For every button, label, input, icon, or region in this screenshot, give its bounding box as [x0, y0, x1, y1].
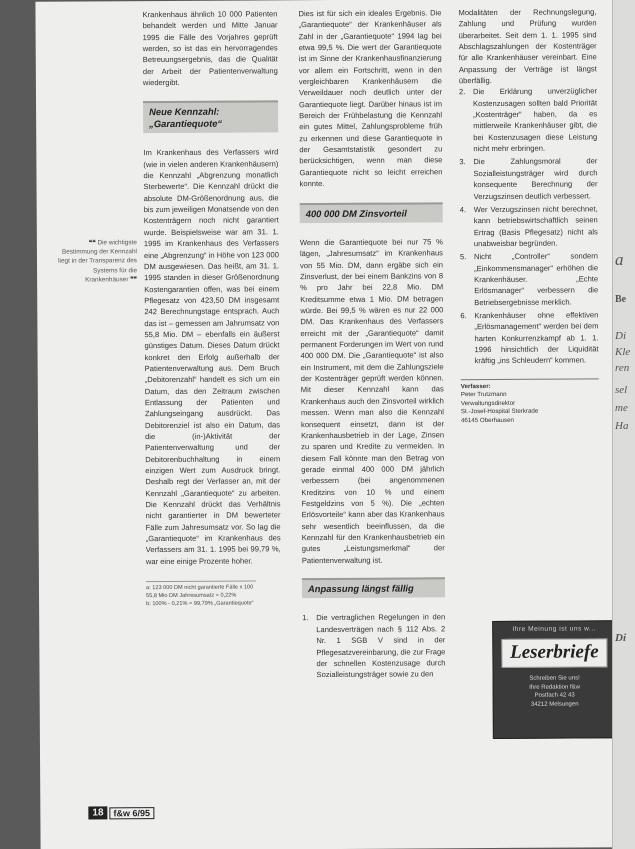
next-page-fragment: Di — [615, 632, 626, 644]
list-item-text: Nicht „Controller“ sondern „Einkommensmanager“ erhöhen die Krankenhäuser. „Echte Erlösmanager“ verbessern die Betriebsergebnisse merklich. — [473, 251, 599, 307]
next-page-fragment: Di — [615, 330, 626, 342]
list-item-text: Wer Verzugszinsen nicht berechnet, kann betriebswirtschaftlich seinen Ertrag (Basis Pflegesatz) nicht als unabweisbar begründen. — [473, 204, 598, 248]
next-page-fragment: ren — [615, 362, 630, 374]
column-2 — [298, 7, 445, 682]
leserbriefe-line-4: 34212 Melsungen — [530, 701, 579, 708]
col3-paragraph-1: Modalitäten der Rechnungslegung, Zahlung und Prüfung wurden überarbeitet. Seit dem 1. 1. 1995 sind Abschlagszahlungen der Kostenträger für alle Krankenhäuser vereinbart. Eine Anpassung der Verträge ist längst überfällig. — [458, 7, 597, 86]
list-item-text: Die vertraglichen Regelungen in den Landesverträgen nach § 112 Abs. 2 Nr. 1 SGB V sind in der Pflegesatzvereinbarung, die zur Frage der schnellen Kostenzusage durch Sozialleistungsträger sowie zu den — [316, 612, 446, 680]
footnote-3: b: 100% - 0,21% = 99,79% „Garantiequote“ — [146, 600, 254, 608]
next-page-fragment: Kle — [615, 346, 631, 358]
leserbriefe-line-1: Schreiben Sie uns! — [529, 675, 580, 682]
author-label: Verfasser: — [460, 382, 491, 390]
col2-paragraph-1: Dies ist für sich ein ideales Ergebnis. Die „Garantiequote“ der Krankenhäuser als Zahl in der „Garantiequote“ 1994 lag bei etwa 99,5 %. Die wert der Garantiequote ist im Sinne der Krankenhausfinanzierung vor allem ein Fortschritt, wenn in den vergleichbaren Krankenhäusern die Verweildauer noch deutlich unter der Garantiequote liegt. Darüber hinaus ist im Bereich der Frühbelastung die Kennzahl ein gutes Mittel, Zahlungsprobleme früh zu erkennen und diese Garantiequote in der Gesamtstatistik gesondert zu berücksichtigen, wenn man diese Garantiequote nicht so leicht erreichen konnte. — [298, 8, 443, 189]
next-page-fragment: me — [615, 402, 628, 414]
list-item: 2. Die Erklärung unverzüglicher Kostenzusagen sollten bald Priorität „Kostenträger“ haben, da es mittlerweile Krankenhäuser gibt, die bei Kostenzusagen diese Leistung nicht mehr erbringen. — [458, 86, 598, 154]
author-institution: St.-Josef-Hospital Sterkrade — [460, 408, 539, 416]
page-footer — [88, 806, 154, 819]
next-page-fragment: a — [615, 250, 624, 269]
pull-quote — [55, 238, 137, 285]
list-item: 5. Nicht „Controller“ sondern „Einkommensmanager“ erhöhen die Krankenhäuser. „Echte Erlösmanager“ verbessern die Betriebsergebnisse merklich. — [459, 251, 599, 307]
column-3 — [458, 6, 599, 425]
leserbriefe-strip: Ihre Meinung ist uns w... — [512, 625, 597, 633]
numbered-list-continued — [459, 86, 599, 367]
next-page-fragment: Be — [615, 294, 627, 305]
list-item: 4. Wer Verzugszinsen nicht berechnet, kann betriebswirtschaftlich seinen Ertrag (Basis Pflegesatz) nicht als unabweisbar begründen. — [459, 204, 598, 248]
next-page-fragment: sel — [615, 384, 628, 396]
page-number: 18 — [88, 806, 107, 819]
author-block — [461, 378, 599, 426]
magazine-page — [35, 0, 629, 849]
publication-logo: f&w 6/95 — [109, 807, 154, 819]
list-item-text: Die Erklärung unverzüglicher Kostenzusagen sollten bald Priorität „Kostenträger“ haben, da es mittlerweile Krankenhäuser gibt, die bei Kostenzusagen diese Leistung nicht mehr erbringen. — [472, 86, 598, 154]
leserbriefe-box — [492, 620, 617, 739]
leserbriefe-line-3: Postfach 42 43 — [534, 692, 575, 699]
list-item: 6. Krankenhäuser ohne effektiven „Erlösmanagement“ werden bei dem harten Konkurrenzkampf ab 1. 1. 1996 hinsichtlich der Liquidität kräftig „ins Schleudern“ kommen. — [460, 310, 599, 366]
col1-paragraph-1: Krankenhaus ähnlich 10 000 Patienten behandelt werden und Mitte Januar 1995 die Fälle des Vorjahres geprüft werden, so ist das ein hervorragendes Betreuungsergebnis, das die Qualität der Arbeit der Patientenverwaltung wiedergibt. — [142, 9, 278, 88]
subhead-garantiequote: Neue Kennzahl: „Garantiequote“ — [143, 101, 278, 134]
leserbriefe-title: Leserbriefe — [501, 638, 607, 668]
quote-open-mark: ❝❝ — [88, 239, 96, 247]
footnotes — [146, 581, 256, 609]
author-name: Peter Trutzmann — [460, 391, 507, 399]
footnote-1: a: 123 000 DM nicht garantierte Fälle x 100 — [145, 584, 254, 592]
list-item: 3. Die Zahlungsmoral der Sozialleistungsträger wird durch konsequente Berechnung der Verzugszinsen deutlich verbessert. — [459, 156, 598, 201]
quote-close-mark: ❞❞ — [130, 275, 138, 284]
list-item-text: Krankenhäuser ohne effektiven „Erlösmanagement“ werden bei dem harten Konkurrenzkampf ab 1. 1. 1996 hinsichtlich der Liquidität kräftig „ins Schleudern“ kommen. — [474, 310, 599, 366]
subhead-zinsvorteil: 400 000 DM Zinsvorteil — [300, 202, 443, 223]
col2-paragraph-2: Wenn die Garantiequote bei nur 75 % lägen, „Jahresumsatz“ im Krankenhaus von 55 Mio. DM, dann ergäbe sich ein Zinsverlust, der bei einem Bankzins von 8 % pro Jahr bei 22,8 Mio. DM Kreditsumme etwa 1 Mio. DM betragen würde. Bei 99,5 % wären es nur 22 000 DM. Das Krankenhaus des Verfassers erreicht mit der „Garantiequote“ damit permanent Forderungen im Wert von rund 400 000 DM. Die „Garantiequote“ ist also ein Instrument, mit dem die Zahlungsziele der Kostenträger geprüft werden können. Mit dieser Kennzahl kann das Krankenhaus auch den Zinsvorteil wirklich messen. Wenn man also die Kennzahl konsequent einsetzt, dann ist der Krankenhausbetrieb in der Lage, Zinsen zu sparen und Kredite zu vermeiden. In diesem Fall könnte man den Betrag von gerade einmal 400 000 DM jährlich verbessern (bei angenommenen Kreditzins von 10 % und einem Festgeldzins von 5 %). Die „echten Erlösvorteile“ kann aber das Krankenhaus sehr wesentlich beeinflussen, da die Kennzahl für den Krankenhausbetrieb ein gutes „Leistungsmerkmal“ der Patientenverwaltung ist. — [299, 237, 445, 565]
leserbriefe-line-2: Ihre Redaktion f&w — [529, 684, 580, 691]
author-role: Verwaltungsdirektor — [460, 399, 516, 408]
numbered-list-start — [302, 612, 445, 681]
column-1 — [142, 8, 281, 608]
next-page-edge — [612, 0, 635, 849]
col1-paragraph-2: Im Krankenhaus des Verfassers wird (wie in vielen anderen Krankenhäusern) die Kennzahl „Abgrenzung monatlich Sterbewerte“. Die Kennzahl drückt die absolute DM-Größenordnung aus, die bis zum jeweiligen Monatsende von den Kostenträgern noch nicht garantiert wurde. Beispielsweise war am 31. 1. 1995 im Krankenhaus des Verfassers eine „Abgrenzung“ in Höhe von 123 000 DM ausgewiesen. Das heißt, am 31. 1. 1995 standen in dieser Größenordnung Kostengarantien offen, was bei einem Pflegesatz von 423,50 DM insgesamt 242 Berechnungstage entsprach. Auch das ist – gemessen am Jahrumsatz von 55,8 Mio. DM – ebenfalls ein äußerst günstiges Datum. Dieses Datum drückt konkret den Erfolg außerhalb der Patientenverwaltung aus. Dem Bruch „Debitorenzahl“ handelt es sich um ein Datum, das den Zeitraum zwischen Entlassung der Patienten und Zahlungseingang ausdrückt. Das Debitorenziel ist also ein Datum, das die (in-)Aktivität der Patientenverwaltung und der Debitorenbuchhaltung in einem einzigen Wert zum Ausdruck bringt. Deshalb regt der Verfasser an, mit der Kennzahl „Garantiequote“ zu arbeiten. Die Kennzahl drückt das Verhältnis nicht garantierter in DM bewerteter Fälle zum Jahresumsatz vor. So lag die „Garantiequote“ im Krankenhaus des Verfassers am 31. 1. 1995 bei 99,79 %, war eine einige Prozente hoher. — [143, 147, 281, 566]
list-item: 1. Die vertraglichen Regelungen in den Landesverträgen nach § 112 Abs. 2 Nr. 1 SGB V sind in der Pflegesatzvereinbarung, die zur Frage der schnellen Kostenzusage durch Sozialleistungsträger sowie zu den — [302, 612, 446, 680]
list-item-text: Die Zahlungsmoral der Sozialleistungsträger wird durch konsequente Berechnung der Verzugszinsen deutlich verbessert. — [473, 156, 598, 201]
footnote-2: 55,8 Mio DM Jahresumsatz = 0,22% — [146, 592, 237, 600]
pull-quote-text: Die wichtigste Bestimmung der Kennzahl liegt in der Transparenz des Systems für die Krankenhäuser — [58, 239, 138, 284]
subhead-anpassung: Anpassung längst fällig — [302, 577, 445, 598]
next-page-fragment: Ha — [615, 420, 629, 432]
author-city: 46145 Oberhausen — [460, 416, 514, 425]
